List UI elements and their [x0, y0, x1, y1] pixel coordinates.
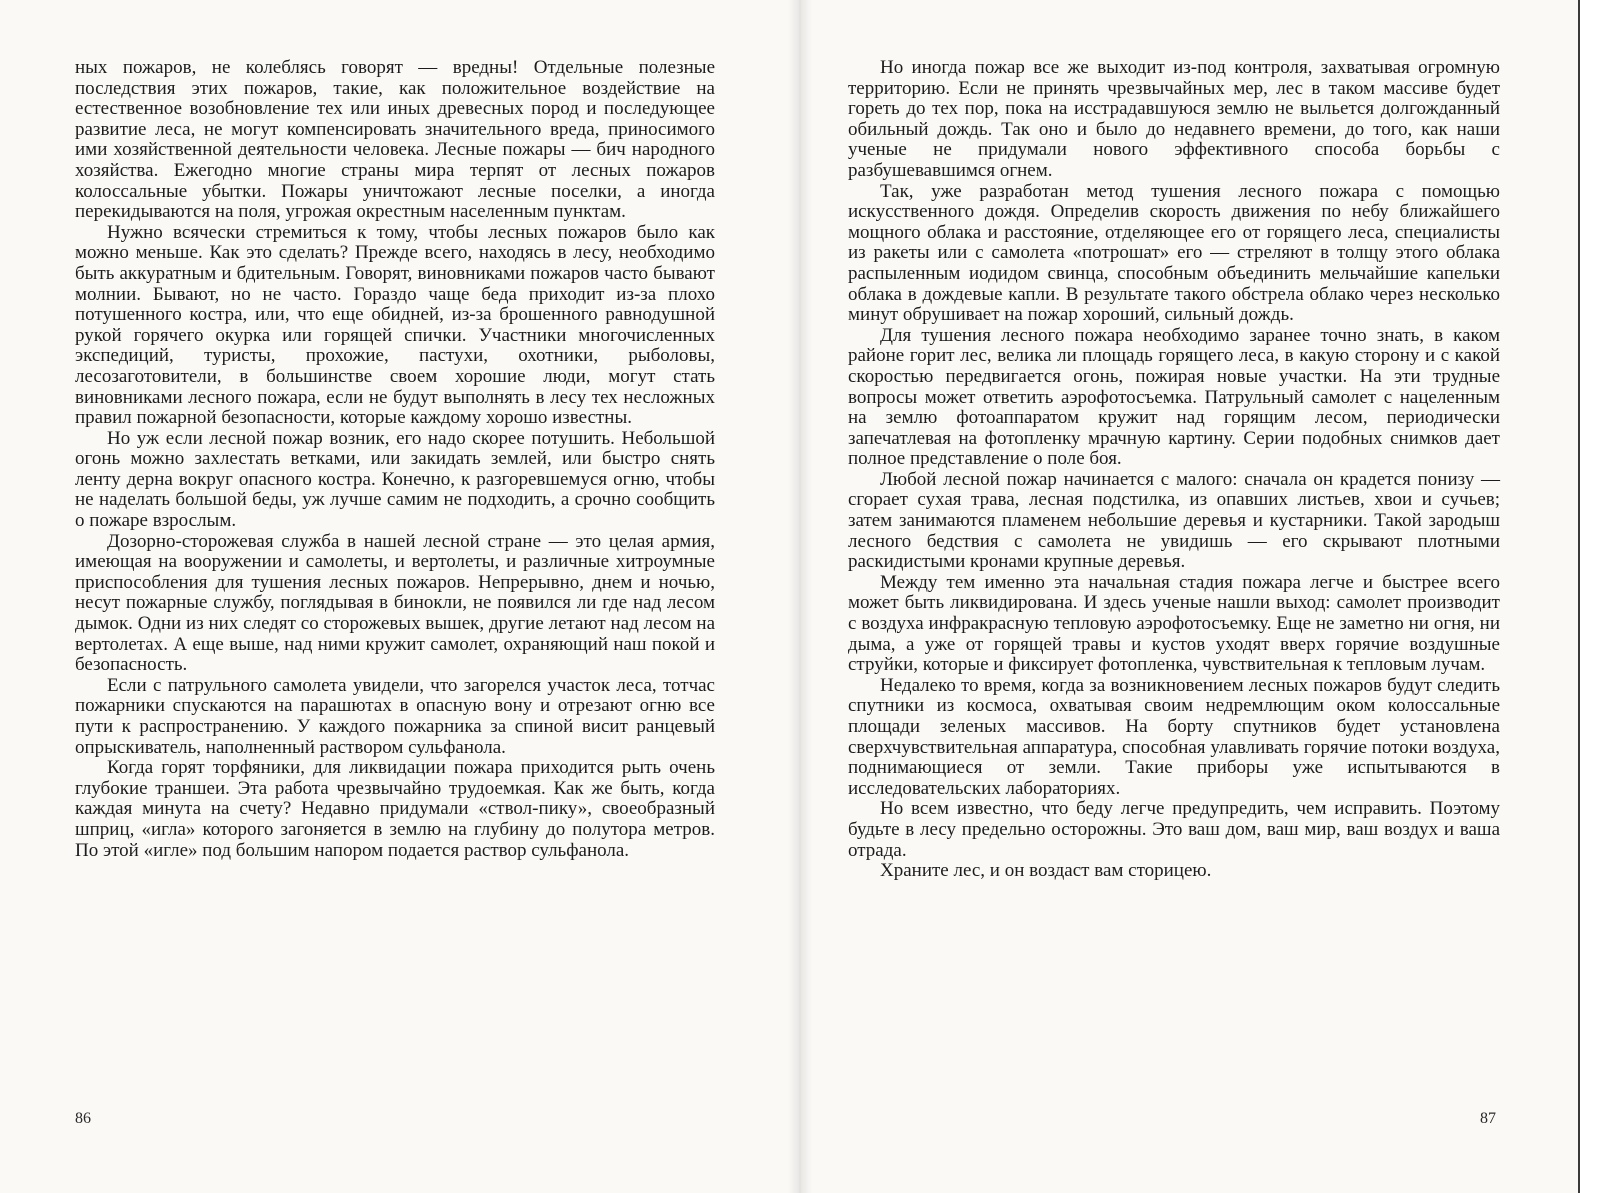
- paragraph: Между тем именно эта начальная стадия пожара легче и быстрее всего может быть ликвидирована. И здесь ученые нашли выход: самолет производит с воздуха инфракрасную тепловую аэрофотосъемку. Еще не заметно ни огня, ни дыма, а уже от горящей травы и кустов уходят вверх горячие воздушные струйки, которые и фиксирует фотопленка, чувствительная к тепловым лучам.: [848, 571, 1500, 676]
- right-page: [800, 0, 1600, 1193]
- paragraph: Для тушения лесного пожара необходимо заранее точно знать, в каком районе горит лес, велика ли площадь горящего леса, в какую сторону и с какой скоростью передвигается огонь, пожирая новые участки. На эти трудные вопросы может ответить аэрофотосъемка. Патрульный самолет с нацеленным на землю фотоаппаратом кружит над горящим лесом, периодически запечатлевая на фотопленку мрачную картину. Серии подобных снимков дает полное представление о поле боя.: [848, 324, 1500, 470]
- book-gutter: [788, 0, 812, 1193]
- page-number: 86: [75, 1110, 91, 1127]
- paragraph: Но всем известно, что беду легче предупредить, чем исправить. Поэтому будьте в лесу предельно осторожны. Это ваш дом, ваш мир, ваш воздух и ваша отрада.: [848, 798, 1500, 861]
- paragraph: Недалеко то время, когда за возникновением лесных пожаров будут следить спутники из космоса, охватывая своим недремлющим оком колоссальные площади зеленых массивов. На борту спутников будет установлена сверхчувствительная аппаратура, способная улавливать горячие потоки воздуха, поднимающиеся от земли. Такие приборы уже испытываются в исследовательских лабораториях.: [848, 674, 1500, 799]
- page-edge: [1578, 0, 1600, 1193]
- paragraph: Но иногда пожар все же выходит из-под контроля, захватывая огромную территорию. Если не принять чрезвычайных мер, лес в таком массиве будет гореть до тех пор, пока на исстрадавшуюся землю не выльется долгожданный обильный дождь. Так оно и было до недавнего времени, до того, как наши ученые не придумали нового эффективного способа борьбы с разбушевавшимся огнем.: [848, 57, 1500, 181]
- paragraph: Но уж если лесной пожар возник, его надо скорее потушить. Небольшой огонь можно захлестать ветками, или закидать землей, или быстро снять ленту дерна вокруг опасного костра. Конечно, к разгоревшемуся огню, чтобы не наделать большой беды, уж лучше самим не подходить, а срочно сообщить о пожаре взрослым.: [75, 427, 715, 532]
- right-page-text: [848, 58, 1500, 882]
- paragraph: Так, уже разработан метод тушения лесного пожара с помощью искусственного дождя. Определив скорость движения по небу ближайшего мощного облака и расстояние, отделяющее его от горящего леса, специалисты из ракеты или с самолета «потрошат» его — стреляют в толщу этого облака распыленным иодидом свинца, способным объединить мельчайшие капельки облака в дождевые капли. В результате такого обстрела облако через несколько минут обрушивает на пожар хороший, сильный дождь.: [848, 180, 1500, 326]
- paragraph: Дозорно-сторожевая служба в нашей лесной стране — это целая армия, имеющая на вооружении и самолеты, и вертолеты, и различные хитроумные приспособления для тушения лесных пожаров. Непрерывно, днем и ночью, несут пожарные службу, поглядывая в бинокли, не появился ли где над лесом дымок. Одни из них следят со сторожевых вышек, другие летают над лесом на вертолетах. А еще выше, над ними кружит самолет, охраняющий наш покой и безопасность.: [75, 530, 715, 676]
- paragraph: Любой лесной пожар начинается с малого: сначала он крадется понизу — сгорает сухая трава, лесная подстилка, из опавших листьев, хвои и сучьев; затем занимаются пламенем небольшие деревья и кустарники. Такой зародыш лесного бедствия с самолета не увидишь — его скрывают плотными раскидистыми кронами крупные деревья.: [848, 468, 1500, 573]
- page-number: 87: [1480, 1110, 1496, 1127]
- paragraph: Когда горят торфяники, для ликвидации пожара приходится рыть очень глубокие траншеи. Эта работа чрезвычайно трудоемкая. Как же быть, когда каждая минута на счету? Недавно придумали «ствол-пику», своеобразный шприц, «игла» которого загоняется в землю на глубину до полутора метров. По этой «игле» под большим напором подается раствор сульфанола.: [75, 757, 715, 861]
- paragraph: Храните лес, и он воздаст вам сторицею.: [880, 860, 1212, 882]
- paragraph: Нужно всячески стремиться к тому, чтобы лесных пожаров было как можно меньше. Как это сделать? Прежде всего, находясь в лесу, необходимо быть аккуратным и бдительным. Говорят, виновниками пожаров часто бывают молнии. Бывают, но не часто. Гораздо чаще беда приходит из-за плохо потушенного костра, или, что еще обидней, из-за брошенного равнодушной рукой горячего окурка или горящей спички. Участники многочисленных экспедиций, туристы, прохожие, пастухи, охотники, рыболовы, лесозаготовители, в большинстве своем хорошие люди, могут стать виновниками лесного пожара, если не будут выполнять в лесу тех несложных правил пожарной безопасности, которые каждому хорошо известны.: [75, 221, 715, 429]
- paragraph: ных пожаров, не колеблясь говорят — вредны! Отдельные полезные последствия этих пожаров, такие, как положительное воздействие на естественное возобновление тех или иных древесных пород и последующее развитие леса, не могут компенсировать значительного вреда, приносимого ими хозяйственной деятельности человека. Лесные пожары — бич народного хозяйства. Ежегодно многие страны мира терпят от лесных пожаров колоссальные убытки. Пожары уничтожают лесные поселки, а иногда перекидываются на поля, угрожая окрестным населенным пунктам.: [75, 57, 715, 223]
- left-page-text: [75, 58, 715, 861]
- paragraph: Если с патрульного самолета увидели, что загорелся участок леса, тотчас пожарники спускаются на парашютах в опасную вону и отрезают огню все пути к распространению. У каждого пожарника за спиной висит ранцевый опрыскиватель, наполненный раствором сульфанола.: [75, 674, 715, 758]
